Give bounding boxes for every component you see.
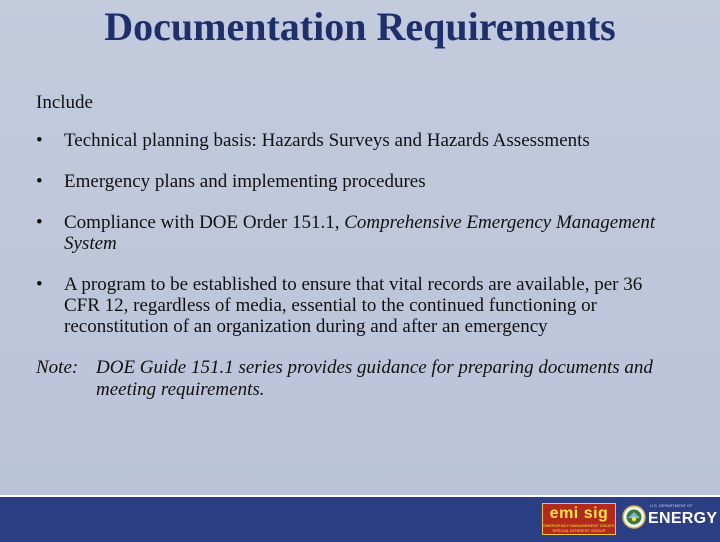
doe-logo-subtitle: U.S. DEPARTMENT OF: [650, 503, 693, 508]
emi-sig-logo-subtitle: SPECIAL INTEREST GROUP: [552, 528, 606, 533]
bullet-marker: •: [36, 171, 43, 192]
bullet-text: [64, 212, 676, 254]
intro-text: Include: [36, 92, 93, 113]
doe-seal-icon: [622, 505, 646, 529]
bullet-item: [36, 212, 676, 254]
bullet-text: A program to be established to ensure that vital records are available, per 36 CFR 12, regardless of media, essential to the continued functioning or reconstitution of an organization during and after an emergency: [64, 274, 643, 337]
bullet-marker: •: [36, 274, 43, 295]
emi-sig-logo-subtitle: EMERGENCY MANAGEMENT ISSUES: [543, 523, 615, 528]
bullet-marker: •: [36, 212, 43, 233]
bullet-text: Technical planning basis: Hazards Surveys and Hazards Assessments: [64, 130, 590, 151]
footer-bar: [0, 495, 720, 542]
bullet-text: Emergency plans and implementing procedures: [64, 171, 426, 192]
note: [36, 357, 676, 401]
bullet-marker: •: [36, 130, 43, 151]
emi-sig-logo-text: emi sig: [549, 505, 609, 522]
bullet-text-prefix: Compliance with DOE Order 151.1,: [64, 212, 345, 233]
bullet-item: [36, 130, 676, 151]
emi-sig-logo: [542, 503, 616, 535]
note-text: DOE Guide 151.1 series provides guidance for preparing documents and meeting requirements.: [96, 357, 653, 400]
bullet-item: [36, 171, 676, 192]
bullet-text-italic: Comprehensive Emergency Management System: [64, 212, 656, 254]
page-title: Documentation Requirements: [104, 4, 616, 49]
slide-content: [36, 92, 676, 401]
note-label: Note:: [36, 357, 79, 378]
bullet-item: [36, 274, 676, 337]
doe-logo-word: ENERGY: [648, 510, 718, 527]
